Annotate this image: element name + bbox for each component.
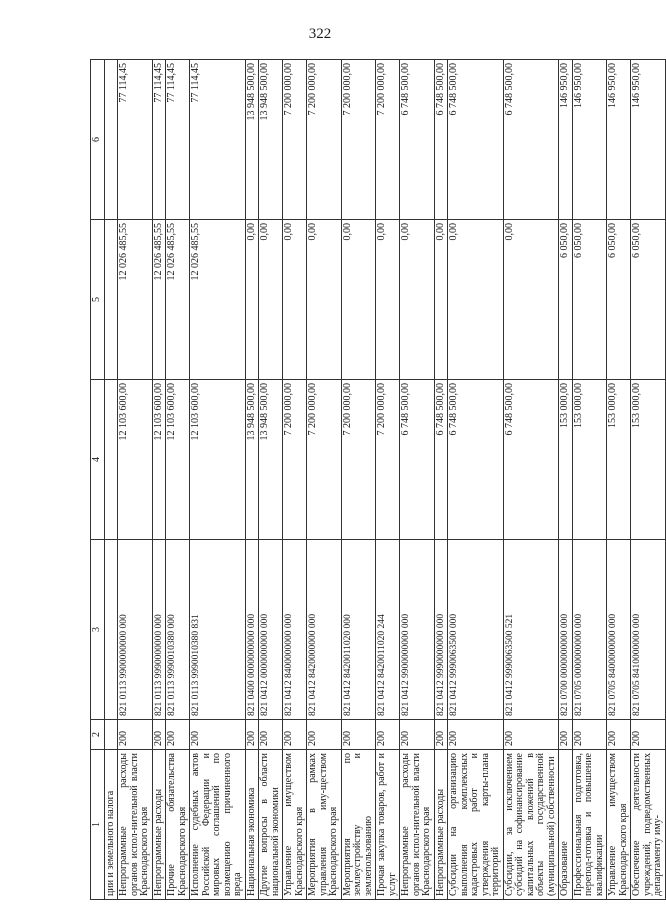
header-cell: 3 (91, 540, 105, 720)
table-cell-col2: 200 (376, 720, 400, 750)
table-cell-v4: 6 748 500,00 (434, 380, 448, 540)
table-cell-v5: 0,00 (307, 220, 342, 380)
table-cell-v6: 146 950,00 (572, 60, 607, 220)
table-cell-name: Прочая закупка товаров, работ и услуг (376, 750, 400, 900)
table-cell-v6: 77 114,45 (118, 60, 153, 220)
header-row (91, 60, 105, 900)
table-cell-v4: 7 200 000,00 (341, 380, 376, 540)
table-cell-v6: 6 748 500,00 (503, 60, 559, 220)
table-row (607, 60, 631, 900)
table-cell-code: 821 0412 9900000000 000 (400, 540, 435, 720)
table-cell-v5: 6 050,00 (572, 220, 607, 380)
table-cell-v6: 7 200 000,00 (376, 60, 400, 220)
table-cell-name: Исполнение судебных актов Российской Федерации и мировых соглашений по возмещению причиненного вреда (190, 750, 246, 900)
table-row (259, 60, 283, 900)
table-cell-v6: 77 114,45 (166, 60, 190, 220)
table-cell-v6: 6 748 500,00 (434, 60, 448, 220)
table-cell-name: Другие вопросы в области национальной экономики (259, 750, 283, 900)
table-cell-name: Непрограммные расходы органов испол-нительной власти Краснодарского края (118, 750, 153, 900)
header-cell: 6 (91, 60, 105, 220)
table-row (572, 60, 607, 900)
table-row (503, 60, 559, 900)
table-cell-name: Национальная экономика (245, 750, 259, 900)
table-cell-v4: 153 000,00 (559, 380, 573, 540)
table-cell-name: Мероприятия в рамках управления иму-ществом Краснодарского края (307, 750, 342, 900)
table-cell-code: 821 0412 8420000000 000 (307, 540, 342, 720)
table-cell-name: Непрограммные расходы органов испол-нительной власти Краснодарского края (400, 750, 435, 900)
table-row (434, 60, 448, 900)
table-cell-v4: 6 748 500,00 (448, 380, 504, 540)
table-cell-v6: 146 950,00 (607, 60, 631, 220)
table-cell-col2: 200 (245, 720, 259, 750)
table-cell-v5: 12 026 485,55 (118, 220, 153, 380)
table-cell-v5: 0,00 (376, 220, 400, 380)
table-cell-v5: 12 026 485,55 (152, 220, 166, 380)
table-cell-v6 (104, 60, 118, 220)
table-cell-col2: 200 (152, 720, 166, 750)
table-cell-v5: 0,00 (259, 220, 283, 380)
page-number: 322 (308, 26, 332, 42)
table-cell-name: Управление имуществом Краснодарского края (283, 750, 307, 900)
header-cell: 2 (91, 720, 105, 750)
table-cell-name: Субсидии на организацию выполнения комплексных кадастровых работ и утверждения карты-плана территорий (448, 750, 504, 900)
table-cell-v6: 6 748 500,00 (448, 60, 504, 220)
table-cell-col2: 200 (283, 720, 307, 750)
table-cell-code: 821 0705 0000000000 000 (572, 540, 607, 720)
table-cell-code: 821 0412 9990063500 000 (448, 540, 504, 720)
table-cell-col2: 200 (259, 720, 283, 750)
table-cell-v5: 0,00 (341, 220, 376, 380)
table-cell-name: Прочие обязательства Краснодарского края (166, 750, 190, 900)
table-cell-col2: 200 (434, 720, 448, 750)
table-row (152, 60, 166, 900)
table-cell-v5: 6 050,00 (559, 220, 573, 380)
table-row (631, 60, 666, 900)
table-cell-col2: 200 (631, 720, 666, 750)
table-cell-v4: 7 200 000,00 (376, 380, 400, 540)
table-cell-name: Образование (559, 750, 573, 900)
table-cell-v6: 7 200 000,00 (307, 60, 342, 220)
table-cell-v6: 13 948 500,00 (259, 60, 283, 220)
table-cell-v6: 7 200 000,00 (283, 60, 307, 220)
table-cell-col2 (104, 720, 118, 750)
table-row (307, 60, 342, 900)
header-cell: 4 (91, 380, 105, 540)
table-cell-code: 821 0113 9990010380 831 (190, 540, 246, 720)
table-cell-code: 821 0700 0000000000 000 (559, 540, 573, 720)
header-cell: 5 (91, 220, 105, 380)
table-cell-code (104, 540, 118, 720)
table-cell-v4: 12 103 600,00 (152, 380, 166, 540)
table-cell-v4: 7 200 000,00 (307, 380, 342, 540)
table-cell-v4: 6 748 500,00 (503, 380, 559, 540)
table-cell-name: Непрограммные расходы (434, 750, 448, 900)
table-cell-v4: 12 103 600,00 (190, 380, 246, 540)
rotated-table-container (90, 60, 663, 900)
table-cell-code: 821 0412 9990063500 521 (503, 540, 559, 720)
table-cell-v5: 0,00 (245, 220, 259, 380)
table-cell-code: 821 0113 9900000000 000 (118, 540, 153, 720)
table-cell-code: 821 0412 9990000000 000 (434, 540, 448, 720)
table-cell-v6: 146 950,00 (631, 60, 666, 220)
table-row (283, 60, 307, 900)
table-cell-col2: 200 (190, 720, 246, 750)
table-cell-v4: 7 200 000,00 (283, 380, 307, 540)
table-cell-name: Непрограммные расходы (152, 750, 166, 900)
table-cell-code: 821 0400 0000000000 000 (245, 540, 259, 720)
table-row (118, 60, 153, 900)
table-row (190, 60, 246, 900)
table-cell-code: 821 0705 8400000000 000 (607, 540, 631, 720)
table-cell-name: Субсидии, за исключением субсидий на софинансирование капитальных вложений в объекты государственной (муниципальной) собственности (503, 750, 559, 900)
table-cell-v5: 0,00 (400, 220, 435, 380)
table-cell-col2: 200 (400, 720, 435, 750)
table-cell-code: 821 0412 0000000000 000 (259, 540, 283, 720)
table-cell-name: Мероприятия по землеустройству и землепользованию (341, 750, 376, 900)
table-cell-v4: 153 000,00 (572, 380, 607, 540)
table-row (448, 60, 504, 900)
table-cell-col2: 200 (307, 720, 342, 750)
table-cell-v6: 77 114,45 (190, 60, 246, 220)
table-cell-col2: 200 (341, 720, 376, 750)
table-cell-name: Профессиональная подготовка, перепод-готовка и повышение квалификации (572, 750, 607, 900)
table-cell-v5: 6 050,00 (607, 220, 631, 380)
table-cell-code: 821 0113 9990000000 000 (152, 540, 166, 720)
table-cell-v6: 77 114,45 (152, 60, 166, 220)
table-cell-v4: 13 948 500,00 (245, 380, 259, 540)
table-cell-v5: 0,00 (448, 220, 504, 380)
table-cell-v5: 12 026 485,55 (166, 220, 190, 380)
table-cell-v4: 12 103 600,00 (118, 380, 153, 540)
table-cell-v4: 12 103 600,00 (166, 380, 190, 540)
table-cell-v5: 6 050,00 (631, 220, 666, 380)
table-cell-name: Управление имуществом Краснодар-ского края (607, 750, 631, 900)
table-row (245, 60, 259, 900)
table-cell-code: 821 0412 8400000000 000 (283, 540, 307, 720)
table-cell-v6: 13 948 500,00 (245, 60, 259, 220)
table-cell-name: ции и земельного налога (104, 750, 118, 900)
table-cell-col2: 200 (559, 720, 573, 750)
table-cell-v5: 12 026 485,55 (190, 220, 246, 380)
table-cell-code: 821 0412 8420011020 000 (341, 540, 376, 720)
table-row (400, 60, 435, 900)
table-cell-v6: 7 200 000,00 (341, 60, 376, 220)
table-cell-col2: 200 (503, 720, 559, 750)
table-cell-v4: 153 000,00 (631, 380, 666, 540)
table-row (559, 60, 573, 900)
table-cell-v5: 0,00 (434, 220, 448, 380)
table-cell-code: 821 0705 8410000000 000 (631, 540, 666, 720)
table-cell-v6: 146 950,00 (559, 60, 573, 220)
table-cell-v5: 0,00 (283, 220, 307, 380)
table-row (341, 60, 376, 900)
table-cell-code: 821 0113 9990010380 000 (166, 540, 190, 720)
table-cell-col2: 200 (607, 720, 631, 750)
table-row (104, 60, 118, 900)
table-cell-v4 (104, 380, 118, 540)
table-cell-code: 821 0412 8420011020 244 (376, 540, 400, 720)
table-cell-col2: 200 (572, 720, 607, 750)
table-cell-v6: 6 748 500,00 (400, 60, 435, 220)
table-cell-col2: 200 (166, 720, 190, 750)
table-row (166, 60, 190, 900)
budget-table (90, 59, 666, 900)
table-cell-col2: 200 (448, 720, 504, 750)
table-cell-v5 (104, 220, 118, 380)
header-cell: 1 (91, 750, 105, 900)
table-cell-v5: 0,00 (503, 220, 559, 380)
table-cell-col2: 200 (118, 720, 153, 750)
table-cell-v4: 153 000,00 (607, 380, 631, 540)
table-cell-v4: 6 748 500,00 (400, 380, 435, 540)
table-row (376, 60, 400, 900)
table-cell-name: Обеспечение деятельности учреждений, подведомственных департаменту иму- (631, 750, 666, 900)
table-cell-v4: 13 948 500,00 (259, 380, 283, 540)
